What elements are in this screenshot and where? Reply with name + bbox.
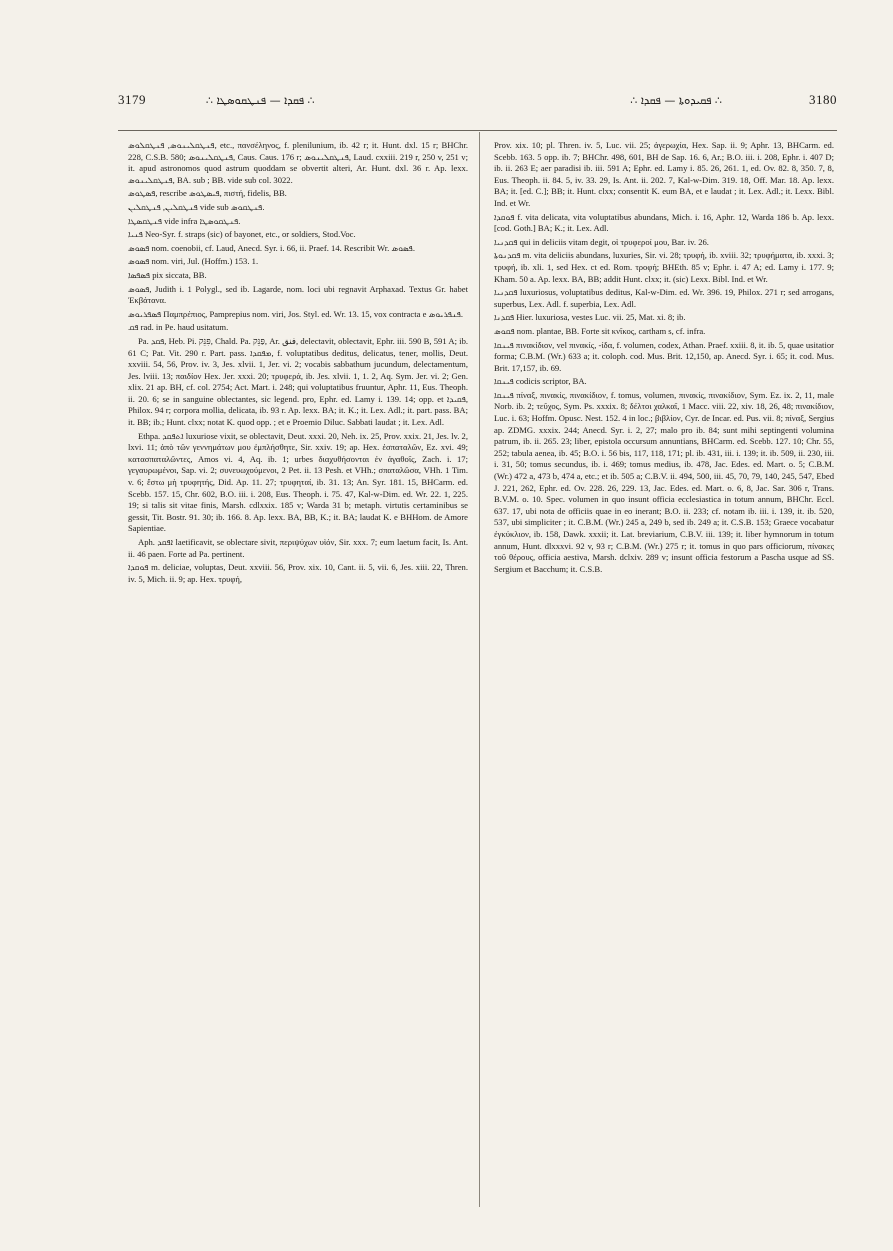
- entry: ܦܢܛܩܠܝܢܘܣ, ܦܢܛܩܠܘܣ, etc., πανσέληνος, f. plenilunium, ib. 42 r; it. Hunt. dxl. 15 r; BHChr. 228, C.S.B. 580; ܦܢܛܩܠܝܢܘܣ, Caus. Caus. 176 r; ܦܢܛܩܠܝܢܘܣ, Laud. cxxiii. 219 r, 250 v, 251 v; it. apud astronomos quod astrum quoddam se obvertit alteri, Ar. Hunt. dxl. 36 r. Ap. lexx. ܦܢܛܩܠܝܢܘܣ, BA. sub ; BB. vide sub col. 3022.: [128, 140, 468, 185]
- right-page-number: 3180: [809, 92, 837, 107]
- entry: Ethpa. ܐܬܦܩܕ luxuriose vixit, se oblectavit, Deut. xxxi. 20, Neh. ix. 25, Prov. xxix. 21, Jes. lv. 2, lxvi. 11; ἀπὸ τῶν γεννημάτων μου ἐμπλήσθητε, Sir. xxiv. 19; ap. Hex. ἐσπαταλῶν, Ez. xvi. 49; κατασπαταλῶντες, Amos vi. 4, Aq. ib. 1; urbes διαχυθήσονται ἐν ἀγαθοῖς, Zach. i. 17; γεγαυρωμένοι, Sap. vi. 2; συνευωχούμενοι, 2 Pet. ii. 13 Pesh. et VHh.; σπαταλῶσα, VHh. 1 Tim. v. 6; ἔστω μὴ τρυφητής, Did. Ap. 11. 27; τρυφηταί, ib. 31. 13; An. Syr. 181. 15, BHCarm. ed. Scebb. 157. 15, Chr. 602, B.O. iii. i. 208, Eus. Theoph. i. 75. 47, Kal-w-Dim. ed. Wr. 22. 1, 225. 19; si talis sit vitae finis, Marsh. cdlxxix. 185 v; Warda 31 b; metaph. virtutis certaminibus se gessit, Tit. Bostr. 91. 30; ib. 166. 8. Ap. lexx. BA, BB, K.; it. BA; laudat K. e BHHom. de Amore Sapientiae.: [128, 430, 468, 534]
- right-running-title: ∴ ܦܩܝܕܘܬܐ — ܦܩܕܐ ∴: [630, 94, 722, 107]
- entry: ܦܣܦܪܝܘܣ Παμπρέπιος, Pamprepius nom. viri, Jos. Styl. ed. Wr. 13. 15, vox contracta e ܦܢܦܪܝܘܣ.: [128, 308, 464, 319]
- entry: ܦܩܕܢܐ Hier. luxuriosa, vestes Luc. vii. 25, Mat. xi. 8; ib.: [494, 312, 686, 323]
- entry: ܦܢܝܐ Neo-Syr. f. straps (sic) of bayonet, etc., or soldiers, Stod.Voc.: [128, 229, 356, 240]
- left-running-title: ∴ ܦܩܕܐ — ܦܢܛܩܘܣܛܐ ∴: [206, 94, 315, 107]
- entry: Aph. ܐܦܩܕ laetificavit, se oblectare sivit, περιψύχων υἱόν, Sir. xxx. 7; eum laetum facit, Is. Ant. ii. 46 paen. Forte ad Pa. pertinent.: [128, 537, 468, 559]
- entry: Prov. xix. 10; pl. Thren. iv. 5, Luc. vii. 25; ἀγερωχία, Hex. Sap. ii. 9; Aphr. 13, BHCarm. ed. Scebb. 163. 5 opp. ib. 7; BHChr. 498, 601, BH de Sap. 16. 6, Ar.; B.O. iii. i. 208, Ephr. i. 407 D; ib. ii. 263 E; aer paradisi ib. iii. 591 A; Ephr. ed. Lamy i. 85. 26, 261. 1, ed. Ov. 82. 8, 350. 7, 8, Eus. Theoph. ii. 84. 5, iv. 33. 29, Is. Ant. ii. 202. 7, Kal-w-Dim. 319. 18, Off. Mar. 18. Ap. lexx. BA; it. [ed. C.]; BB; it. Hunt. clxx; consentit K. eum BA, et e laudat ; it. Lex. Adl.; it. Lexx. Bibl. Ind. et Wr.: [494, 140, 834, 208]
- entry: ܦܩܕܢܘܬܐ m. vita deliciis abundans, luxuries, Sir. vi. 28; τρυφή, ib. xviii. 32; τρυφήματα, ib. xxxi. 3; τρυφή, ib. xli. 1, sed Hex. ct ed. Rom. τροφή; BHEth. 85 v; Ephr. i. 47 A; ed. Lamy i. 177. 9; Kham. 50 a. Ap. lexx. BA, BB; addit Hunt. clxx; it. (sic) Lexx. Bibl. Ind. et Wr.: [494, 250, 834, 284]
- entry: ܦܩܕܢܝܐ luxuriosus, voluptatibus deditus, Kal-w-Dim. ed. Wr. 396. 19, Philox. 271 r; sed arrogans, superbus, Lex. Adl. f. superbia, Lex. Adl.: [494, 287, 834, 309]
- entry: ܦܩ rad. in Pe. haud usitatum.: [128, 322, 229, 333]
- header-rule: [118, 130, 837, 131]
- entry: Pa. ܦܩܕ, Heb. Pi. פִּנֵּק, Chald. Pa. פַּנֵּק, Ar. فنق, delectavit, oblectavit, Ephr. iii. 590 B, 591 A; ib. 61 C; Pat. Vit. 290 r. Part. pass. ܡܦܩܕܐ, f. voluptatibus deditus, delicatus, tener, mollis, Deut. xxviii. 54, 56, Prov. iv. 3, Jes. xlvii. 1, Jer. vi. 2; vocabis sabbathum jucundum, delectamentum, Jes. lviii. 13; παιδίον Hex. Jer. xxxi. 20; τρυφερά, ib. Jes. xlvii. 1, 1. 2, Aq. Sym. Jer. vi. 2; Gen. xlix. 21 ap. BH, cf. col. 2754; Act. Mart. i. 248; qui voluptatibus fruuntur, Aphr. 11, Eus. Theoph. ii. 20. 6; se in sanguine oblectantes, sic legend. pro, Ephr. ed. Lamy i. 139. 14; opp. et ܦܩܝܕܐ, Philox. 94 r; corpora mollia, delicata, ib. 93 r. Ap. lexx. BA; it. K.; it. Lex. Adl.; it. part. pass. BA; it. BB; ib.; Hunt. clxx; notat K. quod opp. ; et e Proemio Diluc. Sabbati laudat ; it. Lex. Adl.: [128, 335, 468, 428]
- entry: ܦܣܛܘܣ, rescribe ܦܝܣܛܘܣ, πιστή, fidelis, BB.: [128, 188, 287, 199]
- entry: ܦܩܘܣ nom. plantae, BB. Forte sit κνῖκος, cartham s, cf. infra.: [494, 325, 706, 336]
- page-header: [118, 92, 837, 122]
- entry: ܦܣܘܣ nom. viri, Jul. (Hoffm.) 153. 1.: [128, 256, 259, 267]
- entry: ܦܝܢܩܐ πινακίδιον, vel πινακίς, -ίδα, f. volumen, codex, Athan. Praef. xxiii. 8, it. ib. 5, quae usitatior forma; C.B.M. (Wr.) 633 a; it. coloph. cod. Mus. Brit. 12,150, ap. Anecd. Syr. i. 65; it. cod. Mus. Brit. 17,157, ib. 69.: [494, 339, 834, 373]
- column-divider: [479, 132, 480, 1207]
- entry: ܦܢܛܩܠܝܢ, ܦܢܛܩܠܝܢ vide sub ܦܢܛܩܘܣ.: [128, 201, 265, 212]
- entry: ܦܩܕܢܝܐ qui in deliciis vitam degit, οἱ τρυφεροί μου, Bar. iv. 26.: [494, 236, 709, 247]
- entry: ܦܝܢܩܐ πίναξ, πινακίς, πινακίδιον, f. tomus, volumen, πινακίς, πινακίδιον, Sym. Ez. ix. 2, 11, male Norb. ib. 2; τεῦχος, Sym. Ps. xxxix. 8; δέλτοι χαλκαῖ, 1 Macc. viii. 22, xiv. 18, 26, 48; πινακίδιον, Luc. i. 63; Hoffm. Opusc. Nest. 152. 4 in loc.; βιβλίον, Cyr. de Incar. ed. Pus. vii. 8; πίναξ, Sergius ap. ZDMG. xxxix. 244; Anecd. Syr. i. 2, 27; malo pro ib. 84; sunt mihi septingenti volumina patrum, ib. ii. 265. 23; liber, epistola occursum annuntians, BHCarm. ed. Scebb. 127. 10; Chr. 55, 252; tabula aenea, ib. 45; B.O. i. 56 bis, 117, 118, 171; pl. ib. 431, iii. i. 139; it. ib. 509, ii. 230, iii. i. 31, 50; tomus secundus, ib. i. 469; tomus medius, ib. 478, Jac. Edes. ed. Mart. o. 5; C.B.M. (Wr.) 472 a, 473 b, 474 a, etc.; et ib. 505 a; C.B.V. ii. 494, 500, iii. 45, 70, 79, 140, 245, 547, Ebed J. 221, 262, Ephr. ed. Ov. 228. 26, 229. 13, Jac. Edes. ed. Mart. o. 6, 8, Jac. Sar. 306 r, Trans. B.V.M. o. 10. Spec. volumen in quo insunt officia ecclesiastica in totum annum, BHChr. Eccl. 637. 17, ubi nota de officiis quae in eo inerant; B.O. ii. 233; cf. notam ib. iii. i. 139, it. ib. 520, 537, ubi simpliciter ; it. C.B.M. (Wr.) 245 a, 249 b, sed ib. 249 a; it. C.S.B. 153; Graece vocabatur ἐγκύκλιον, ib. 158, Dawk. xxxii; it. Lat. breviarium, C.B.V. iii. 139; it. liber hymnorum in totum annum, Hunt. dlxxxvi. 92 v, 93 r; C.B.M. (Wr.) 275 r; it. tomus in quo pars officiorum, πίνακες τοῦ θέρους, officia aestiva, Marsh. dclxiv. 289 v; insunt officia festorum a Pascha usque ad SS. Sergium et Bacchum; it. C.S.B.: [494, 389, 834, 574]
- entry: ܦܣܦܣܐ pix siccata, BB.: [128, 269, 207, 280]
- right-column: [494, 140, 834, 1205]
- entry: ܦܘܩܕܐ m. deliciae, voluptas, Deut. xxviii. 56, Prov. xix. 10, Cant. ii. 5, vii. 6, Jes. xiii. 22, Thren. iv. 5, Mich. ii. 9; ap. Hex. τρυφή,: [128, 562, 468, 584]
- entry: ܦܣܘܣ nom. coenobii, cf. Laud, Anecd. Syr. i. 66, ii. Praef. 14. Rescribit Wr. ܦܣܘܣ.: [128, 242, 415, 253]
- left-column: [128, 140, 468, 1205]
- entry: ܦܣܘܣ, Judith i. 1 Polygl., sed ib. Lagarde, nom. loci ubi regnavit Arphaxad. Textus Gr. habet Ἐκβάτανα.: [128, 283, 468, 306]
- entry: ܦܝܢܩܐ codicis scriptor, BA.: [494, 376, 587, 387]
- entry: ܦܢܛܩܣܛܐ vide infra ܦܢܛܩܘܣܛܐ.: [128, 215, 241, 226]
- left-page-number: 3179: [118, 92, 146, 107]
- entry: ܦܘܩܕܐ f. vita delicata, vita voluptatibus abundans, Mich. i. 16, Aphr. 12, Warda 186 b. Ap. lexx. [cod. Goth.] BA; K.; it. Lex. Adl.: [494, 211, 834, 234]
